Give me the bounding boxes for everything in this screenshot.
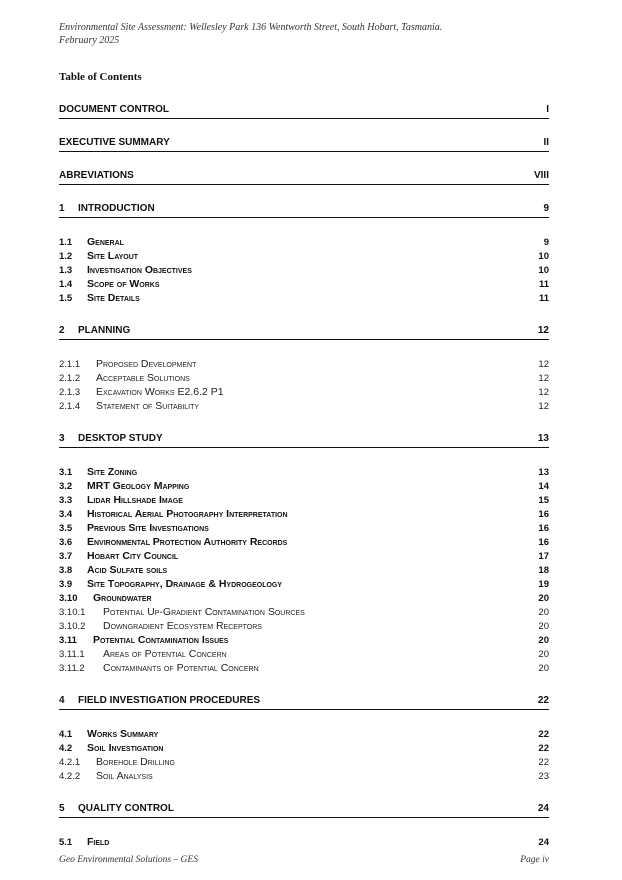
toc-entry-text: Hobart City Council: [87, 550, 179, 562]
toc-entry[interactable]: [59, 620, 549, 634]
toc-entry-text: Investigation Objectives: [87, 264, 192, 276]
toc-entry-number: 2.1.4: [59, 401, 81, 412]
toc-entry-page: 12: [538, 401, 549, 412]
toc-entry-page: 13: [538, 467, 549, 478]
toc-entry-page: 11: [538, 293, 549, 304]
toc-entry[interactable]: [59, 292, 549, 306]
toc-entry-number: 3: [59, 433, 65, 444]
toc-entry-heading: [59, 592, 152, 604]
toc-entry[interactable]: [59, 550, 549, 564]
footer-company: Geo Environmental Solutions – GES: [59, 855, 198, 865]
toc-entry-number: 3.1: [59, 467, 73, 478]
toc-entry-text: Soil Analysis: [96, 770, 153, 782]
toc-entry-text: Works Summary: [87, 728, 159, 740]
toc-entry-heading: [59, 756, 175, 768]
toc-entry-text: Potential Up-Gradient Contamination Sources: [103, 606, 305, 618]
toc-title: Table of Contents: [59, 71, 142, 83]
toc-entry-heading: [59, 606, 305, 618]
toc-entry-text: PLANNING: [78, 325, 131, 336]
page-footer: [59, 855, 549, 865]
toc-entry-heading: [59, 386, 224, 398]
toc-entry-heading: [59, 466, 137, 478]
toc-entry[interactable]: [59, 662, 549, 676]
toc-entry[interactable]: [59, 803, 549, 818]
toc-entry-heading: [59, 522, 209, 534]
toc-entry[interactable]: [59, 522, 549, 536]
toc-entry-heading: [59, 433, 163, 444]
toc-entry-heading: [59, 170, 134, 181]
toc-entry-number: 3.4: [59, 509, 73, 520]
toc-entry-heading: [59, 292, 140, 304]
toc-entry-heading: [59, 278, 160, 290]
toc-entry-page: 22: [538, 743, 549, 754]
toc-entry-heading: [59, 264, 192, 276]
toc-entry-page: 20: [538, 635, 549, 646]
toc-entry-page: 12: [538, 359, 549, 370]
toc-entry-heading: [59, 550, 178, 562]
toc-entry[interactable]: [59, 508, 549, 522]
toc-entry-heading: [59, 250, 138, 262]
toc-entry-heading: [59, 203, 155, 214]
toc-entry-page: 10: [538, 251, 549, 262]
toc-entry-heading: [59, 372, 190, 384]
toc-entry-heading: [59, 480, 189, 492]
toc-entry-page: 20: [538, 663, 549, 674]
toc-entry-text: Proposed Development: [96, 358, 197, 370]
toc-entry-page: 20: [538, 621, 549, 632]
toc-entry-text: Historical Aerial Photography Interpretation: [87, 508, 288, 520]
toc-entry-number: 1.4: [59, 279, 73, 290]
toc-entry-page: 24: [538, 837, 549, 848]
toc-entry-page: 9: [543, 237, 549, 248]
toc-entry-text: Environmental Protection Authority Records: [87, 536, 288, 548]
toc-entry[interactable]: [59, 433, 549, 448]
toc-entry[interactable]: [59, 836, 549, 850]
toc-entry-text: DOCUMENT CONTROL: [59, 104, 169, 115]
page-header: [59, 22, 559, 47]
toc-entry-number: 3.11.1: [59, 649, 85, 660]
toc-entry-text: ABREVIATIONS: [59, 170, 134, 181]
toc-entry[interactable]: [59, 728, 549, 742]
toc-entry-text: Scope of Works: [87, 278, 160, 290]
toc-entry-heading: [59, 104, 169, 115]
toc-entry-page: 12: [538, 373, 549, 384]
toc-entry-text: Previous Site Investigations: [87, 522, 209, 534]
toc-entry-page: II: [543, 137, 549, 148]
toc-entry-number: 2.1.1: [59, 359, 81, 370]
toc-entry-text: Site Details: [87, 292, 140, 304]
toc-entry-page: 15: [538, 495, 549, 506]
toc-entry-heading: [59, 508, 288, 520]
toc-entry-number: 2.1.3: [59, 387, 81, 398]
toc-entry-number: 1.2: [59, 251, 73, 262]
toc-entry-number: 1.3: [59, 265, 73, 276]
toc-entry-page: 22: [538, 757, 549, 768]
toc-entry[interactable]: [59, 358, 549, 372]
toc-entry-number: 4.2.1: [59, 757, 81, 768]
toc-entry-page: 12: [537, 325, 549, 336]
toc-entry-heading: [59, 564, 167, 576]
toc-entry-number: 3.10: [59, 593, 78, 604]
toc-entry-page: VIII: [533, 170, 549, 181]
toc-entry-number: 3.3: [59, 495, 73, 506]
toc-entry-number: 2.1.2: [59, 373, 81, 384]
toc-entry-number: 3.9: [59, 579, 73, 590]
toc-entry-text: Site Zoning: [87, 466, 138, 478]
toc-entry-number: 3.5: [59, 523, 73, 534]
toc-entry-text: Soil Investigation: [87, 742, 164, 754]
toc-entry[interactable]: [59, 480, 549, 494]
toc-entry-text: MRT Geology Mapping: [87, 480, 190, 492]
toc-entry[interactable]: [59, 634, 549, 648]
toc-entry-heading: [59, 662, 259, 674]
toc-entry[interactable]: [59, 770, 549, 784]
toc-entry-page: 22: [538, 729, 549, 740]
toc-entry-text: Borehole Drilling: [96, 756, 175, 768]
toc-entry-heading: [59, 400, 199, 412]
toc-entry[interactable]: [59, 170, 549, 185]
toc-entry-heading: [59, 634, 228, 646]
toc-entry[interactable]: [59, 742, 549, 756]
toc-entry-number: 1: [59, 203, 65, 214]
toc-entry-number: 4.1: [59, 729, 73, 740]
toc-entry-text: Acceptable Solutions: [96, 372, 190, 384]
toc-entry-number: 4.2: [59, 743, 73, 754]
toc-entry[interactable]: [59, 236, 549, 250]
toc-entry[interactable]: [59, 400, 549, 414]
toc-entry-number: 3.10.1: [59, 607, 86, 618]
toc-entry-page: 20: [538, 593, 549, 604]
toc-entry-heading: [59, 494, 183, 506]
toc-entry[interactable]: [59, 466, 549, 480]
toc-entry[interactable]: [59, 278, 549, 292]
toc-entry-page: 16: [538, 523, 549, 534]
toc-entry[interactable]: [59, 592, 549, 606]
toc-entry-page: 18: [538, 565, 549, 576]
toc-entry-page: 20: [538, 649, 549, 660]
toc-entry-text: Contaminants of Potential Concern: [103, 662, 259, 674]
toc-entry-number: 3.6: [59, 537, 73, 548]
toc-entry-heading: [59, 648, 227, 660]
toc-entry-heading: [59, 695, 260, 706]
toc-entry[interactable]: [59, 606, 549, 620]
toc-entry-page: 10: [538, 265, 549, 276]
toc-entry-text: Site Topography, Drainage & Hydrogeology: [87, 578, 283, 590]
toc-entry[interactable]: [59, 648, 549, 662]
toc-entry[interactable]: [59, 325, 549, 340]
toc-entry-page: 23: [538, 771, 549, 782]
toc-entry-heading: [59, 358, 196, 370]
toc-entry-number: 3.10.2: [59, 621, 86, 632]
toc-entry-text: Potential Contamination Issues: [93, 634, 229, 646]
toc-entry-text: Statement of Suitability: [96, 400, 200, 412]
header-date: February 2025: [59, 34, 120, 46]
toc-entry[interactable]: [59, 137, 549, 152]
toc-entry[interactable]: [59, 203, 549, 218]
toc-entry[interactable]: [59, 695, 549, 710]
toc-entry[interactable]: [59, 386, 549, 400]
toc-entry-text: Excavation Works E2.6.2 P1: [96, 386, 224, 398]
toc-entry-number: 5: [59, 803, 65, 814]
toc-entry-page: 13: [537, 433, 549, 444]
toc-entry[interactable]: [59, 250, 549, 264]
toc-entry-heading: [59, 536, 287, 548]
toc-entry-heading: [59, 770, 153, 782]
toc-entry-text: Groundwater: [93, 592, 152, 604]
toc-entry-page: 17: [538, 551, 549, 562]
toc-entry-text: Field: [87, 836, 110, 848]
toc-entry[interactable]: [59, 494, 549, 508]
footer-page-number: Page iv: [520, 855, 549, 865]
toc-entry-number: 2: [59, 325, 65, 336]
toc-entry[interactable]: [59, 536, 549, 550]
toc-entry-text: Lidar Hillshade Image: [87, 494, 183, 506]
toc-entry-page: 19: [538, 579, 549, 590]
toc-entry-number: 1.5: [59, 293, 73, 304]
toc-entry-text: Site Layout: [87, 250, 139, 262]
toc-entry-heading: [59, 236, 124, 248]
toc-entry[interactable]: [59, 578, 549, 592]
toc-entry-number: 4.2.2: [59, 771, 81, 782]
toc-entry-page: 9: [543, 203, 549, 214]
toc-entry-page: 24: [537, 803, 549, 814]
toc-entry-text: General: [87, 236, 124, 248]
toc-entry-number: 3.11.2: [59, 663, 85, 674]
toc-entry-text: EXECUTIVE SUMMARY: [59, 137, 170, 148]
toc-entry-page: 16: [538, 509, 549, 520]
toc-entry-number: 3.11: [59, 635, 77, 646]
toc-entry[interactable]: [59, 564, 549, 578]
toc-entry-number: 5.1: [59, 837, 73, 848]
toc-entry-text: QUALITY CONTROL: [78, 803, 174, 814]
toc-entry-text: INTRODUCTION: [78, 203, 155, 214]
toc-entry-heading: [59, 803, 174, 814]
toc-entry-number: 4: [59, 695, 65, 706]
toc-entry-text: Areas of Potential Concern: [103, 648, 227, 660]
toc-entry-heading: [59, 620, 262, 632]
header-title: Environmental Site Assessment: Wellesley Park 136 Wentworth Street, South Hobart, Tasmania.: [59, 22, 443, 33]
toc-entry-heading: [59, 836, 109, 848]
toc-entry-page: 22: [537, 695, 549, 706]
toc-entry[interactable]: [59, 104, 549, 119]
toc-entry[interactable]: [59, 756, 549, 770]
toc-entry-page: 12: [538, 387, 549, 398]
toc-entry-page: 14: [538, 481, 549, 492]
toc-entry-text: Downgradient Ecosystem Receptors: [103, 620, 262, 632]
toc-entry-heading: [59, 325, 130, 336]
toc-entry-page: 11: [538, 279, 549, 290]
toc-entry[interactable]: [59, 264, 549, 278]
toc-entry-heading: [59, 137, 170, 148]
toc-entry-heading: [59, 578, 282, 590]
toc-entry-page: 20: [538, 607, 549, 618]
toc-entry-number: 3.8: [59, 565, 73, 576]
toc-entry-text: FIELD INVESTIGATION PROCEDURES: [78, 695, 261, 706]
toc-entry-page: 16: [538, 537, 549, 548]
toc-entry-heading: [59, 728, 158, 740]
toc-entry-page: I: [546, 104, 549, 115]
toc-entry-number: 1.1: [59, 237, 73, 248]
toc-entry-text: DESKTOP STUDY: [78, 433, 163, 444]
toc-entry[interactable]: [59, 372, 549, 386]
toc-entry-text: Acid Sulfate soils: [87, 564, 168, 576]
toc-entry-number: 3.7: [59, 551, 73, 562]
toc-entry-heading: [59, 742, 164, 754]
toc-entry-number: 3.2: [59, 481, 73, 492]
